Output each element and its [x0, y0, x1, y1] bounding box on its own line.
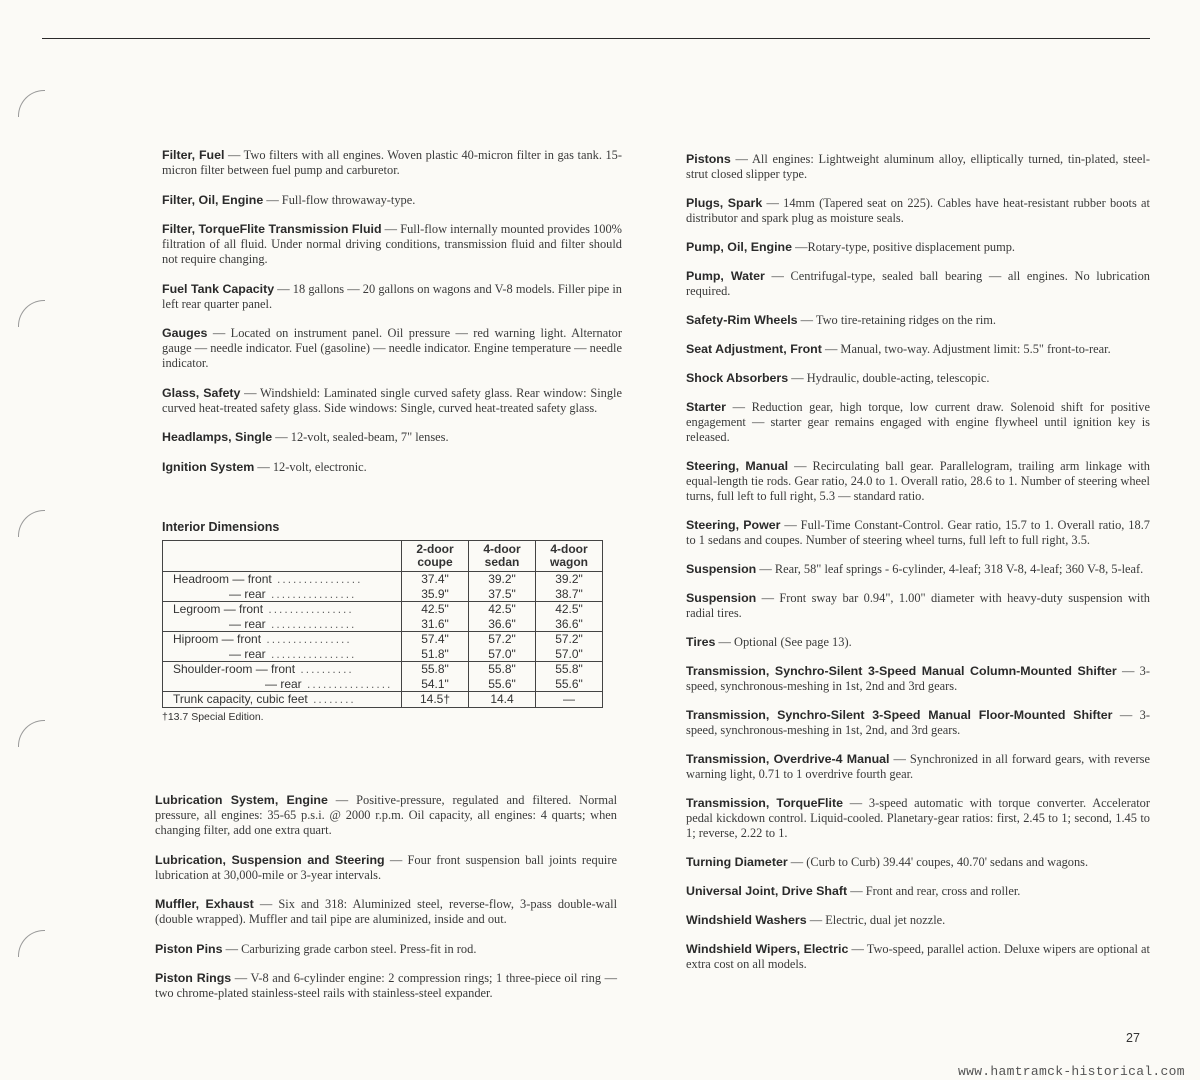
binder-hole-mark [18, 720, 45, 747]
spec-description: — Two tire-retaining ridges on the rim. [797, 313, 997, 327]
spec-entry [155, 971, 617, 1001]
row-label: Shoulder-room — front .......... — rear ................ [163, 662, 402, 692]
spec-description: — Synchronized in all forward gears, with reverse warning light, 0.71 to 1 overdrive fourth gear. [686, 752, 1150, 781]
spec-description: — Centrifugal-type, sealed ball bearing — all engines. No lubrication required. [686, 269, 1150, 298]
spec-description: — 12-volt, electronic. [254, 459, 367, 474]
spec-description: — 3-speed, synchronous-meshing in 1st, 2nd, and 3rd gears. [686, 708, 1150, 737]
spec-term: Filter, Fuel [162, 148, 225, 162]
spec-description: — 18 gallons — 20 gallons on wagons and V-8 models. Filler pipe in left rear quarter panel. [162, 281, 623, 311]
header-sedan: 4-door sedan [469, 541, 536, 572]
cell-coupe [402, 632, 469, 662]
spec-term: Muffler, Exhaust [155, 897, 254, 911]
row-label-line: — rear [229, 616, 266, 631]
cell-wagon [536, 572, 603, 602]
spec-description: — Front and rear, cross and roller. [847, 884, 1021, 898]
header-wagon: 4-door wagon [536, 541, 603, 572]
spec-description: — 3-speed, synchronous-meshing in 1st, 2nd and 3rd gears. [686, 664, 1150, 693]
spec-entry [686, 708, 1150, 738]
spec-entry [162, 460, 622, 475]
binder-hole-mark [18, 930, 45, 957]
row-label-line: Trunk capacity, cubic feet [173, 692, 308, 706]
table-footnote: †13.7 Special Edition. [162, 710, 264, 723]
spec-entry [162, 282, 622, 312]
spec-description: — 14mm (Tapered seat on 225). Cables have heat-resistant rubber boots at distributor and spark plug as moisture seals. [686, 196, 1151, 225]
spec-entry [686, 664, 1150, 694]
row-label-line: — rear [229, 586, 266, 601]
spec-term: Shock Absorbers [686, 371, 789, 385]
spec-entry [155, 793, 617, 838]
spec-term: Piston Rings [155, 971, 232, 985]
spec-entry [686, 942, 1150, 972]
binder-hole-mark [18, 510, 45, 537]
spec-term: Transmission, Overdrive-4 Manual [686, 752, 890, 766]
spec-entry [686, 518, 1150, 548]
table-row [163, 572, 603, 602]
spec-term: Fuel Tank Capacity [162, 281, 275, 296]
spec-description: — V-8 and 6-cylinder engine: 2 compression rings; 1 three-piece oil ring — two chrome-plated stainless-steel rails with stainless-steel expander. [155, 971, 618, 1000]
binder-hole-mark [18, 300, 45, 327]
spec-term: Windshield Wipers, Electric [686, 942, 849, 956]
spec-term: Transmission, Synchro-Silent 3-Speed Manual Floor-Mounted Shifter [686, 708, 1113, 722]
cell-wagon [536, 692, 603, 708]
spec-term: Transmission, TorqueFlite [686, 796, 843, 810]
header-coupe: 2-door coupe [402, 541, 469, 572]
spec-description: — Front sway bar 0.94", 1.00" diameter with heavy-duty suspension with radial tires. [686, 591, 1150, 620]
row-label-line: Headroom — front [173, 572, 272, 586]
spec-description: — (Curb to Curb) 39.44' coupes, 40.70' sedans and wagons. [787, 855, 1089, 869]
spec-description: — Electric, dual jet nozzle. [806, 913, 946, 927]
cell-value: 36.6" [488, 616, 516, 631]
spec-entry [686, 342, 1150, 357]
cell-value: 35.9" [421, 586, 449, 601]
spec-term: Pump, Oil, Engine [686, 240, 793, 254]
spec-term: Steering, Manual [686, 459, 789, 473]
spec-term: Seat Adjustment, Front [686, 342, 822, 356]
cell-value: 55.8" [488, 662, 516, 676]
spec-description: — Two-speed, parallel action. Deluxe wipers are optional at extra cost on all models. [686, 942, 1150, 971]
row-label-line: Shoulder-room — front [173, 662, 296, 676]
top-rule [42, 38, 1150, 39]
left-column-bottom [155, 793, 617, 1016]
spec-description: — Recirculating ball gear. Parallelogram, trailing arm linkage with equal-length tie rods. Gear ratio, 24.0 to 1. Overall ratio, 28.6 to 1. Number of steering wheel turns, full left to full right, 5.3 — standard ratio. [686, 459, 1150, 503]
spec-entry [155, 897, 617, 927]
spec-entry [162, 326, 622, 371]
spec-description: — Manual, two-way. Adjustment limit: 5.5" front-to-rear. [821, 342, 1111, 356]
spec-description: — Full-flow throwaway-type. [263, 192, 416, 207]
cell-value: 55.6" [488, 676, 516, 691]
cell-value: 37.4" [421, 572, 449, 586]
spec-description: — Full-flow internally mounted provides 100% filtration of all fluid. Under normal driving conditions, transmission fluid and filter should not require changing. [162, 222, 622, 266]
spec-term: Suspension [686, 562, 757, 576]
right-column [686, 152, 1150, 986]
spec-term: Transmission, Synchro-Silent 3-Speed Manual Column-Mounted Shifter [686, 664, 1117, 678]
row-label-line: Hiproom — front [173, 632, 262, 646]
spec-description: — Positive-pressure, regulated and filtered. Normal pressure, all engines: 35-65 p.s.i. @ 2000 r.p.m. Oil capacity, all engines: 4 quarts; when changing filter, add one extra quart. [155, 793, 618, 837]
spec-description: — Hydraulic, double-acting, telescopic. [788, 371, 990, 385]
spec-description: — Reduction gear, high torque, low current draw. Solenoid shift for positive engagement — starter gear remains engaged with engine flywheel until ignition key is released. [686, 400, 1150, 444]
watermark: www.hamtramck-historical.com [958, 1064, 1185, 1079]
spec-description: — Carburizing grade carbon steel. Press-fit in rod. [222, 941, 477, 956]
cell-value: 42.5" [488, 602, 516, 616]
spec-term: Safety-Rim Wheels [686, 313, 798, 327]
cell-value: 39.2" [488, 572, 516, 586]
spec-description: — Four front suspension ball joints require lubrication at 30,000-mile or 3-year intervals. [155, 852, 617, 882]
spec-entry [155, 942, 617, 957]
table-row [163, 602, 603, 632]
cell-wagon [536, 662, 603, 692]
spec-entry [686, 240, 1150, 255]
row-label: Hiproom — front ................ — rear ................ [163, 632, 402, 662]
spec-term: Filter, TorqueFlite Transmission Fluid [162, 222, 382, 236]
spec-description: — 12-volt, sealed-beam, 7" lenses. [272, 430, 449, 444]
spec-term: Pistons [686, 152, 731, 166]
spec-term: Ignition System [162, 459, 255, 474]
interior-dimensions-table [162, 540, 603, 708]
spec-term: Tires [686, 635, 716, 649]
cell-value: 14.4 [490, 692, 514, 706]
spec-entry [686, 196, 1150, 226]
spec-description: — Six and 318: Aluminized steel, reverse-flow, 3-pass double-wall (double wrapped). Muffler and tail pipe are aluminized, inside and out. [155, 897, 618, 926]
spec-description: — Rear, 58" leaf springs - 6-cylinder, 4-leaf; 318 V-8, 4-leaf; 360 V-8, 5-leaf. [756, 562, 1144, 576]
spec-term: Lubrication, Suspension and Steering [155, 852, 385, 867]
spec-entry [686, 796, 1150, 841]
spec-entry [155, 853, 617, 883]
cell-value: 57.4" [421, 632, 449, 646]
spec-entry [686, 635, 1150, 650]
cell-sedan [469, 662, 536, 692]
cell-value: 55.8" [555, 662, 583, 676]
cell-value: — [563, 692, 575, 706]
spec-entry [686, 591, 1150, 621]
spec-entry [686, 913, 1150, 928]
cell-value: 31.6" [421, 616, 449, 631]
spec-description: — Optional (See page 13). [715, 635, 852, 649]
spec-term: Gauges [162, 326, 208, 340]
spec-term: Headlamps, Single [162, 430, 273, 444]
cell-value: 57.2" [555, 632, 583, 646]
interior-dimensions-title: Interior Dimensions [162, 520, 280, 534]
cell-value: 55.6" [555, 676, 583, 691]
interior-dimensions [162, 520, 622, 723]
cell-value: 57.0" [555, 646, 583, 661]
table-row [163, 632, 603, 662]
cell-value: 36.6" [555, 616, 583, 631]
cell-value: 57.2" [488, 632, 516, 646]
spec-description: — Windshield: Laminated single curved safety glass. Rear window: Single curved heat-treated safety glass. Side windows: Single, curved heat-treated safety glass. [162, 385, 622, 415]
table-row [163, 692, 603, 708]
spec-term: Plugs, Spark [686, 196, 763, 210]
spec-entry [686, 269, 1150, 299]
spec-entry [162, 222, 622, 267]
cell-sedan [469, 602, 536, 632]
spec-entry [686, 152, 1150, 182]
row-label: Headroom — front ................ — rear ................ [163, 572, 402, 602]
binder-hole-mark [18, 90, 45, 117]
row-label-line: — rear [265, 676, 302, 691]
spec-description: — 3-speed automatic with torque converter. Accelerator pedal kickdown control. Liquid-cooled. Planetary-gear ratios: first, 2.45 to 1; second, 1.45 to 1; reverse, 2.22 to 1. [686, 796, 1150, 840]
cell-sedan [469, 632, 536, 662]
cell-coupe [402, 602, 469, 632]
spec-term: Filter, Oil, Engine [162, 192, 264, 207]
spec-entry [686, 562, 1150, 577]
spec-term: Glass, Safety [162, 385, 241, 400]
spec-description: — All engines: Lightweight aluminum alloy, elliptically turned, tin-plated, steel-strut closed slipper type. [686, 152, 1150, 181]
spec-entry [686, 884, 1150, 899]
spec-term: Lubrication System, Engine [155, 793, 328, 807]
row-label: Trunk capacity, cubic feet ........ [163, 692, 402, 708]
cell-value: 14.5† [419, 692, 451, 706]
page-number: 27 [1126, 1031, 1140, 1045]
spec-term: Pump, Water [686, 269, 765, 283]
cell-value: 39.2" [555, 572, 583, 586]
cell-value: 42.5" [421, 602, 449, 616]
cell-sedan [469, 572, 536, 602]
spec-term: Universal Joint, Drive Shaft [686, 884, 848, 898]
row-label-line: — rear [229, 646, 266, 661]
spec-entry [162, 386, 622, 416]
row-label-line: Legroom — front [173, 602, 264, 616]
cell-value: 37.5" [488, 586, 516, 601]
spec-entry [686, 371, 1150, 386]
spec-entry [162, 193, 622, 208]
cell-wagon [536, 632, 603, 662]
spec-term: Steering, Power [686, 518, 781, 532]
cell-value: 51.8" [421, 646, 449, 661]
cell-wagon [536, 602, 603, 632]
cell-coupe [402, 692, 469, 708]
spec-entry [686, 752, 1150, 782]
spec-entry [162, 148, 622, 178]
cell-sedan [469, 692, 536, 708]
header-blank [163, 541, 402, 572]
cell-coupe [402, 662, 469, 692]
cell-value: 54.1" [421, 676, 449, 691]
table-row [163, 662, 603, 692]
cell-value: 38.7" [555, 586, 583, 601]
cell-value: 55.8" [421, 662, 449, 676]
spec-term: Piston Pins [155, 941, 223, 956]
spec-entry [686, 400, 1150, 445]
spec-description: —Rotary-type, positive displacement pump. [792, 240, 1016, 254]
cell-value: 42.5" [555, 602, 583, 616]
cell-value: 57.0" [488, 646, 516, 661]
spec-term: Suspension [686, 591, 757, 605]
spec-entry [686, 459, 1150, 504]
spec-term: Starter [686, 400, 726, 414]
spec-term: Windshield Washers [686, 913, 807, 927]
left-column-top [162, 148, 622, 489]
spec-description: — Full-Time Constant-Control. Gear ratio, 15.7 to 1. Overall ratio, 18.7 to 1 sedans and coupes. Number of steering wheel turns, full left to full right, 3.5. [686, 518, 1150, 547]
spec-entry [686, 855, 1150, 870]
row-label: Legroom — front ................ — rear ................ [163, 602, 402, 632]
spec-description: — Located on instrument panel. Oil pressure — red warning light. Alternator gauge — needle indicator. Fuel (gasoline) — needle indicator. Engine temperature — needle indicator. [162, 326, 622, 370]
spec-term: Turning Diameter [686, 855, 788, 869]
spec-entry [686, 313, 1150, 328]
spec-entry [162, 430, 622, 445]
spec-description: — Two filters with all engines. Woven plastic 40-micron filter in gas tank. 15-micron filter between fuel pump and carburetor. [162, 148, 622, 177]
cell-coupe [402, 572, 469, 602]
